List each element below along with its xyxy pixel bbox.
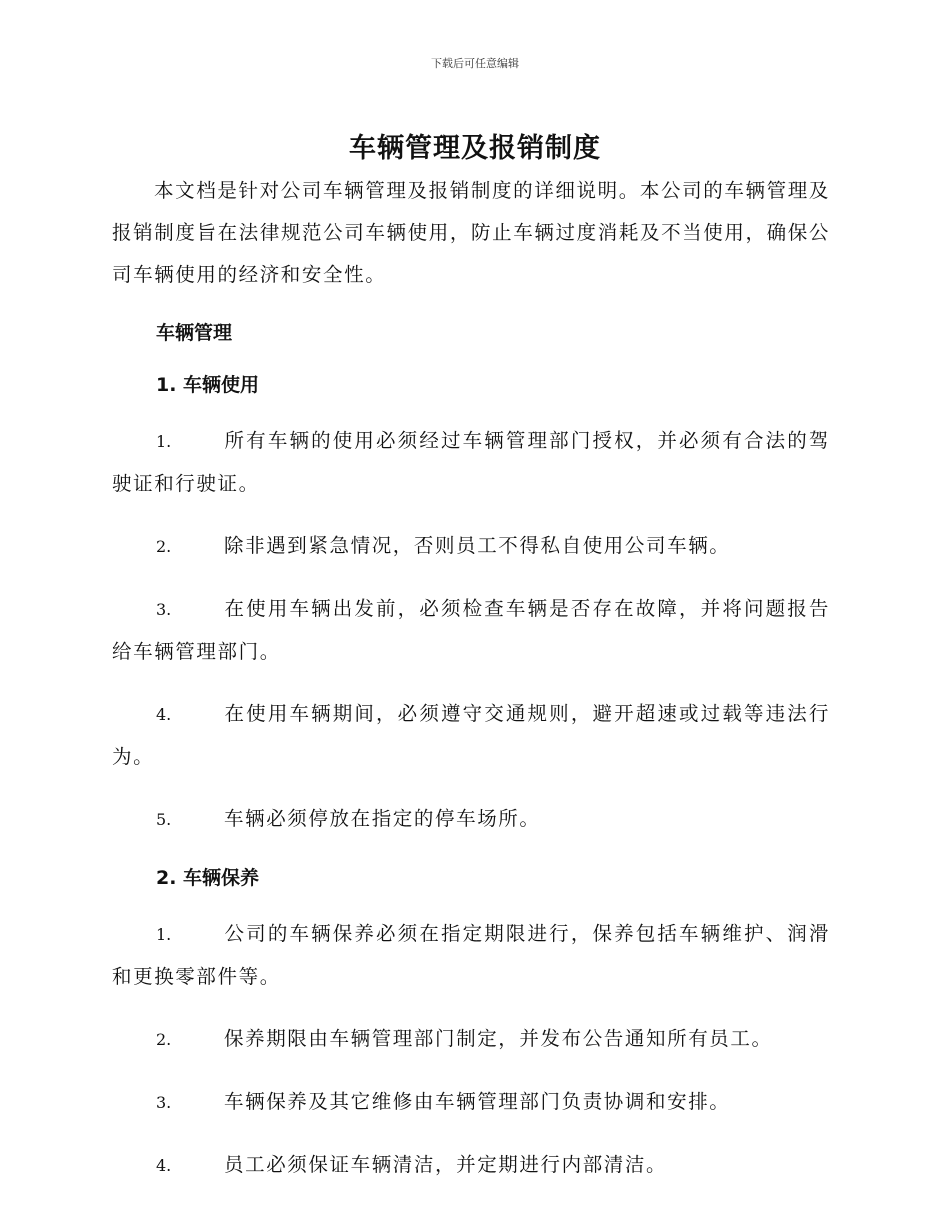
list-item-text: 公司的车辆保养必须在指定期限进行，保养包括车辆维护、润滑和更换零部件等。	[112, 922, 830, 988]
list-item-number: 5.	[156, 810, 172, 829]
page-header: 下载后可任意编辑	[431, 57, 519, 70]
list-item-number: 1.	[156, 432, 172, 451]
document-body	[112, 170, 830, 1187]
list-item	[112, 525, 830, 568]
list-item-text: 保养期限由车辆管理部门制定，并发布公告通知所有员工。	[224, 1027, 773, 1050]
list-item-text: 车辆必须停放在指定的停车场所。	[224, 807, 541, 830]
list-item-number: 2.	[156, 537, 172, 556]
list-item-text: 在使用车辆出发前，必须检查车辆是否存在故障，并将问题报告给车辆管理部门。	[112, 597, 830, 663]
list-item	[112, 1144, 830, 1187]
subsection-heading-vehicle-use: 1. 车辆使用	[156, 374, 260, 396]
list-item-number: 2.	[156, 1030, 172, 1049]
list-item-text: 在使用车辆期间，必须遵守交通规则，避开超速或过载等违法行为。	[112, 702, 830, 768]
list-item-number: 4.	[156, 705, 172, 724]
list-item	[112, 798, 830, 841]
list-item-number: 1.	[156, 925, 172, 944]
list-item-number: 4.	[156, 1156, 172, 1175]
list-item	[112, 588, 830, 673]
list-item	[112, 1018, 830, 1061]
list-item	[112, 913, 830, 998]
list-item-text: 除非遇到紧急情况，否则员工不得私自使用公司车辆。	[224, 534, 731, 557]
intro-paragraph: 本文档是针对公司车辆管理及报销制度的详细说明。本公司的车辆管理及报销制度旨在法律规范公司车辆使用，防止车辆过度消耗及不当使用，确保公司车辆使用的经济和安全性。	[112, 179, 830, 286]
list-item-text: 车辆保养及其它维修由车辆管理部门负责协调和安排。	[224, 1090, 731, 1113]
list-item-text: 员工必须保证车辆清洁，并定期进行内部清洁。	[224, 1153, 668, 1176]
list-item-number: 3.	[156, 600, 172, 619]
list-item	[112, 693, 830, 778]
list-item-text: 所有车辆的使用必须经过车辆管理部门授权，并必须有合法的驾驶证和行驶证。	[112, 429, 830, 495]
list-item-number: 3.	[156, 1093, 172, 1112]
list-item	[112, 420, 830, 505]
document-title: 车辆管理及报销制度	[349, 133, 601, 164]
section-heading-vehicle-management: 车辆管理	[156, 322, 233, 344]
subsection-heading-vehicle-maintenance: 2. 车辆保养	[156, 867, 260, 889]
list-item	[112, 1081, 830, 1124]
